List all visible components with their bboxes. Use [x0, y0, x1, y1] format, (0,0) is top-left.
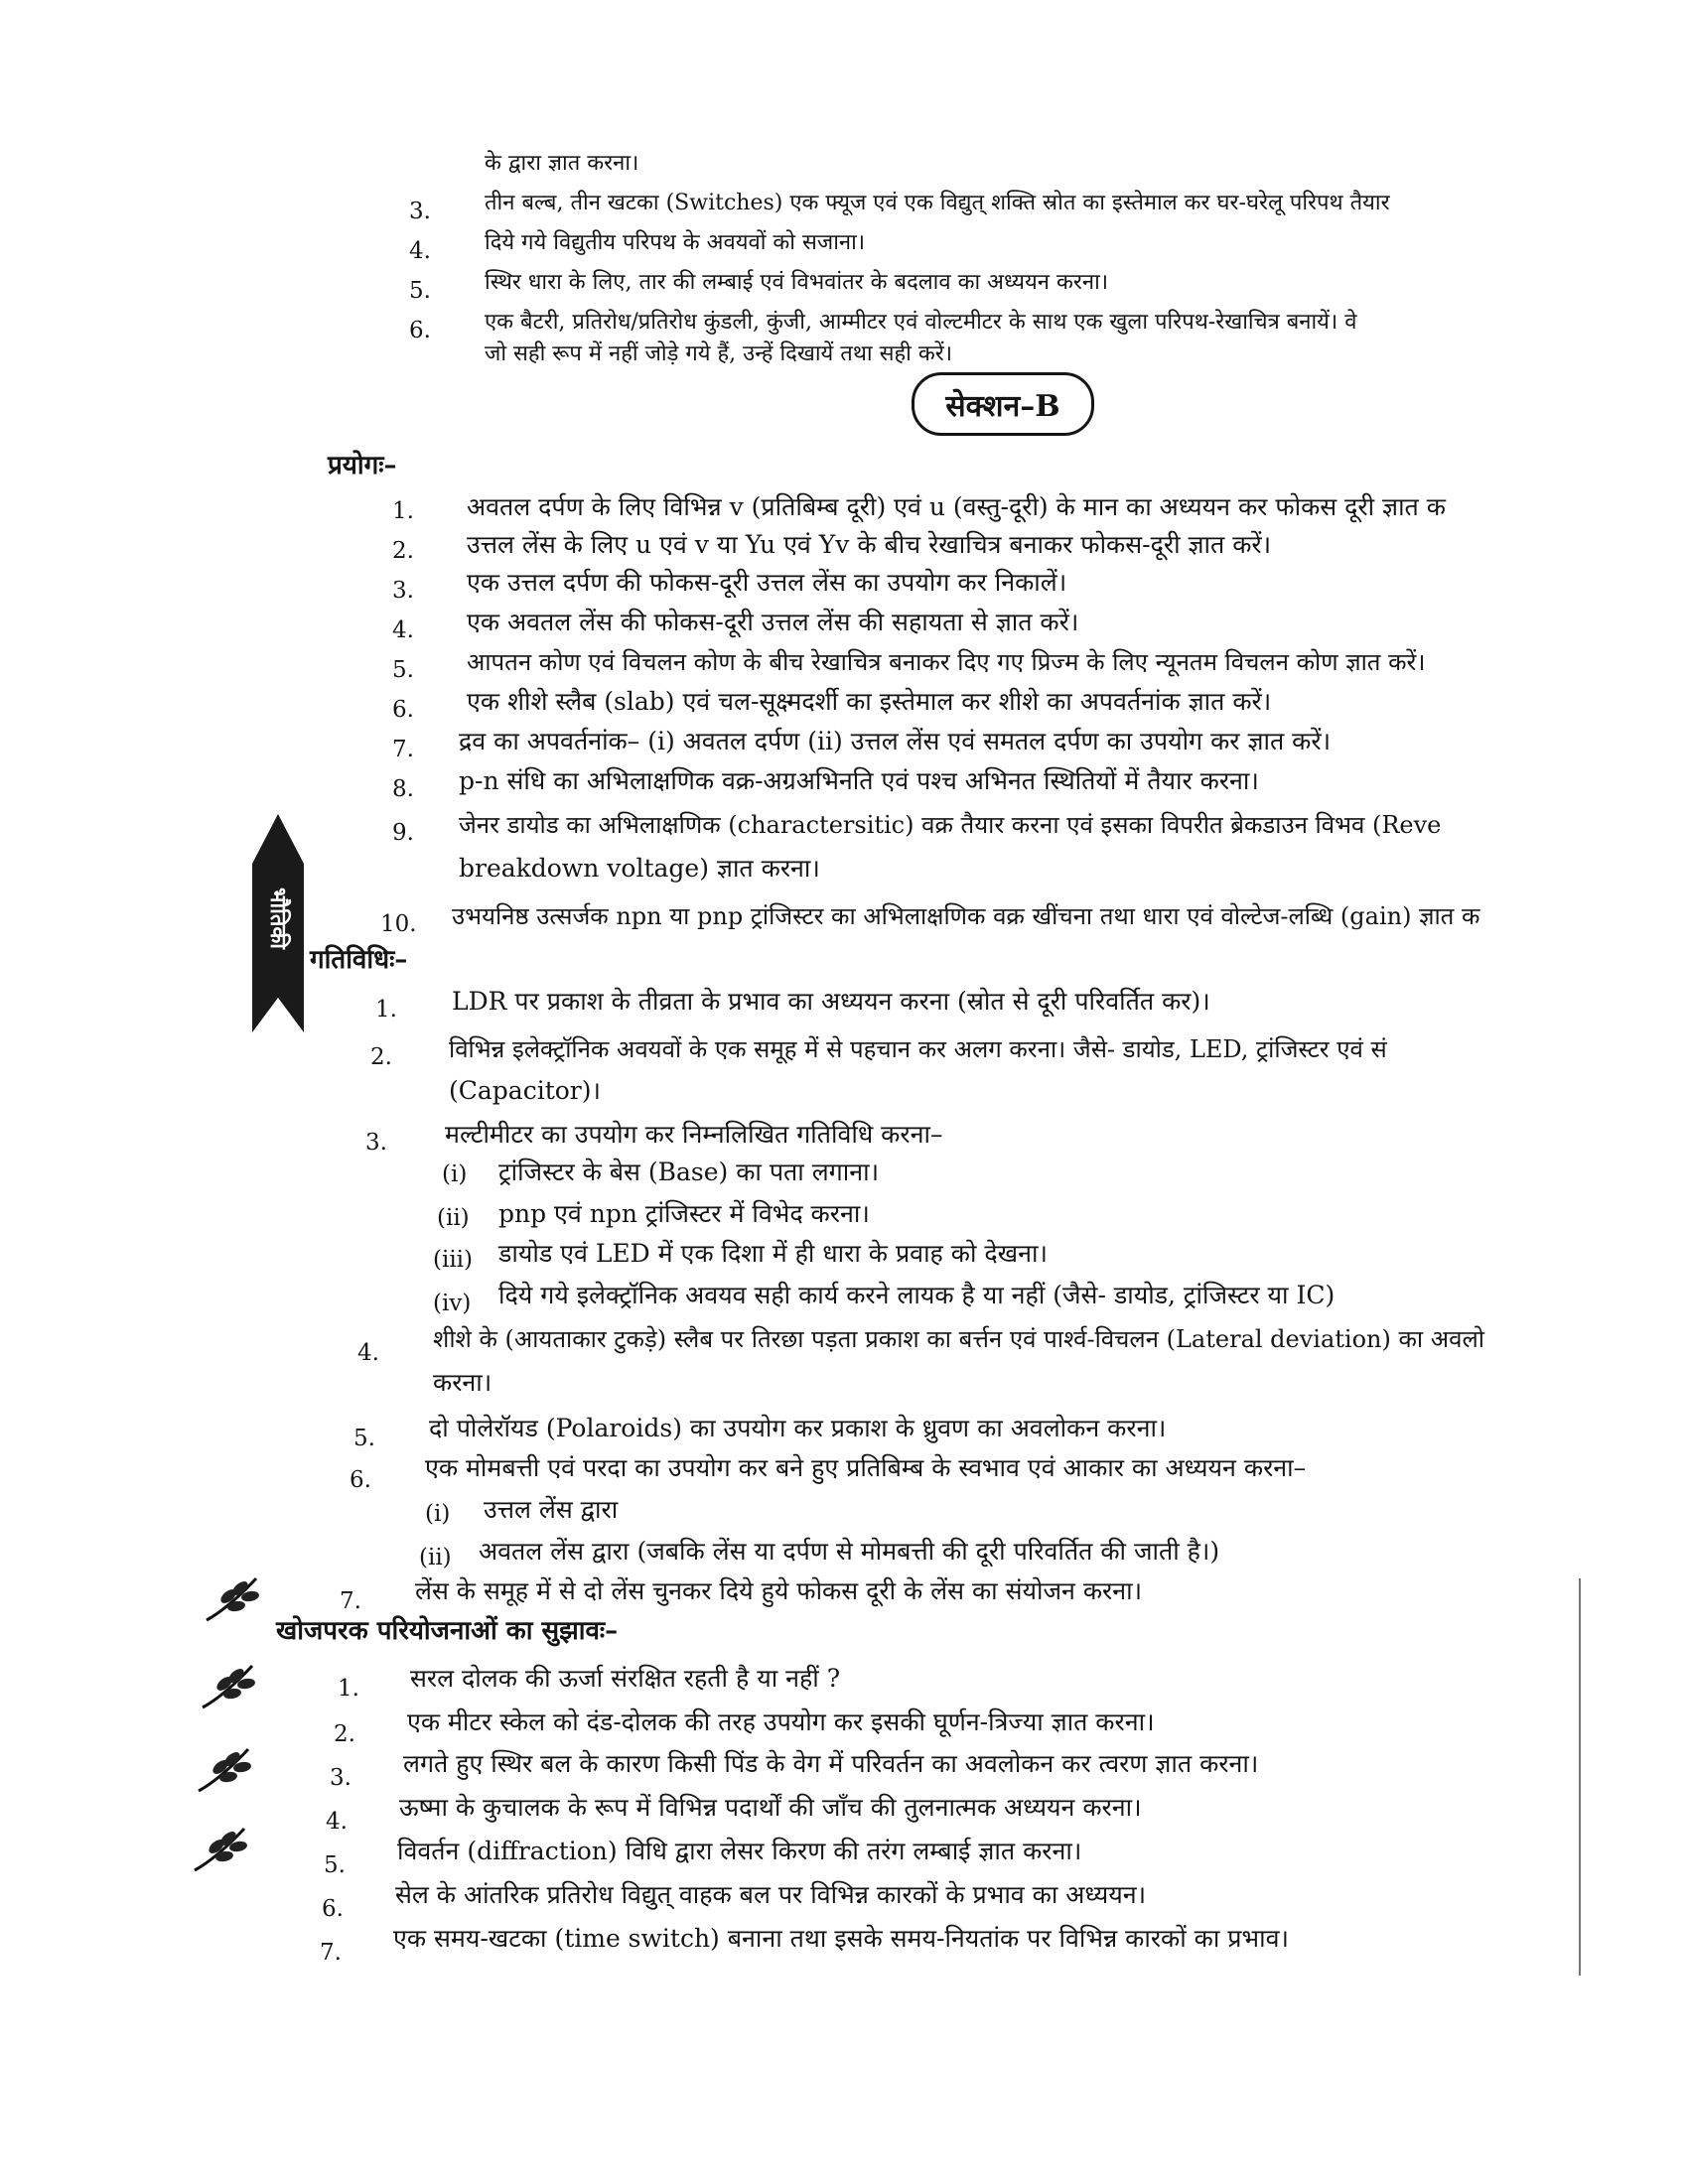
item-num: 6.	[322, 1896, 344, 1922]
item-text: p-n संधि का अभिलाक्षणिक वक्र-अग्रअभिनति एवं पश्च अभिनत स्थितियों में तैयार करना।	[459, 766, 1259, 795]
top-item-text: स्थिर धारा के लिए, तार की लम्बाई एवं विभवांतर के बदलाव का अध्ययन करना।	[485, 270, 1109, 295]
item-text: एक मोमबत्ती एवं परदा का उपयोग कर बने हुए प्रतिबिम्ब के स्वभाव एवं आकार का अध्ययन करना–	[425, 1453, 1307, 1482]
item-num: (i)	[442, 1161, 468, 1187]
item-text: दिये गये इलेक्ट्रॉनिक अवयव सही कार्य करने लायक है या नहीं (जैसे- डायोड, ट्रांजिस्टर या IC)	[498, 1281, 1336, 1309]
item-num: 6.	[350, 1467, 371, 1493]
item-num: 8.	[392, 776, 414, 802]
item-num: 5.	[353, 1426, 375, 1451]
top-item-num: 5.	[409, 278, 431, 304]
item-text: द्रव का अपवर्तनांक– (i) अवतल दर्पण (ii) उत्तल लेंस एवं समतल दर्पण का उपयोग कर ज्ञात करें।	[459, 727, 1332, 755]
item-text: उत्तल लेंस के लिए u एवं v या Yu एवं Yv के बीच रेखाचित्र बनाकर फोकस-दूरी ज्ञात करें।	[467, 530, 1272, 559]
item-text: breakdown voltage) ज्ञात करना।	[459, 854, 820, 883]
top-item-num: 3.	[409, 199, 431, 224]
item-text: उत्तल लेंस द्वारा	[484, 1495, 619, 1524]
item-text: लगते हुए स्थिर बल के कारण किसी पिंड के वेग में परिवर्तन का अवलोकन कर त्वरण ज्ञात करना।	[403, 1749, 1259, 1778]
item-text: करना।	[433, 1368, 492, 1397]
item-text: दो पोलेरॉयड (Polaroids) का उपयोग कर प्रकाश के ध्रुवण का अवलोकन करना।	[429, 1414, 1167, 1442]
item-num: 2.	[334, 1721, 355, 1747]
item-num: 1.	[375, 997, 397, 1023]
item-num: (iii)	[433, 1247, 474, 1273]
item-num: 7.	[320, 1940, 342, 1966]
item-num: 3.	[365, 1130, 387, 1156]
item-text: एक मीटर स्केल को दंड-दोलक की तरह उपयोग कर इसकी घूर्णन-त्रिज्या ज्ञात करना।	[407, 1707, 1155, 1736]
item-num: 6.	[392, 697, 414, 723]
item-num: (ii)	[437, 1205, 470, 1231]
item-text: एक शीशे स्लैब (slab) एवं चल-सूक्ष्मदर्शी का इस्तेमाल कर शीशे का अपवर्तनांक ज्ञात करें।	[467, 687, 1272, 716]
item-text: शीशे के (आयताकार टुकड़े) स्लैब पर तिरछा पड़ता प्रकाश का बर्त्तन एवं पार्श्व-विचलन (Lateral deviation) का अवलो	[433, 1325, 1484, 1353]
item-text: मल्टीमीटर का उपयोग कर निम्नलिखित गतिविधि करना–	[445, 1120, 943, 1149]
section-title: सेक्शन–B	[912, 372, 1094, 436]
experiments-heading: प्रयोगः–	[328, 451, 397, 480]
sprig-icon	[191, 1739, 260, 1799]
item-num: (iv)	[433, 1291, 472, 1316]
item-text: विवर्तन (diffraction) विधि द्वारा लेसर किरण की तरंग लम्बाई ज्ञात करना।	[397, 1837, 1082, 1865]
item-num: 7.	[392, 737, 414, 762]
item-num: 5.	[392, 657, 414, 683]
sprig-icon	[195, 1656, 264, 1715]
item-num: 3.	[330, 1765, 352, 1791]
item-text: LDR पर प्रकाश के तीव्रता के प्रभाव का अध्ययन करना (स्रोत से दूरी परिवर्तित कर)।	[452, 987, 1210, 1016]
item-num: (i)	[425, 1501, 451, 1527]
item-num: (ii)	[419, 1545, 452, 1570]
item-text: अवतल दर्पण के लिए विभिन्न v (प्रतिबिम्ब दूरी) एवं u (वस्तु-दूरी) के मान का अध्ययन कर फोकस दूरी ज्ञात क	[467, 492, 1446, 521]
sprig-icon	[199, 1569, 268, 1628]
top-item-text: दिये गये विद्युतीय परिपथ के अवयवों को सजाना।	[485, 230, 866, 255]
item-text: लेंस के समूह में से दो लेंस चुनकर दिये हुये फोकस दूरी के लेंस का संयोजन करना।	[415, 1576, 1143, 1605]
item-text: विभिन्न इलेक्ट्रॉनिक अवयवों के एक समूह में से पहचान कर अलग करना। जैसे- डायोड, LED, ट्रांजिस्टर एवं सं	[449, 1035, 1387, 1063]
item-text: अवतल लेंस द्वारा (जबकि लेंस या दर्पण से मोमबत्ती की दूरी परिवर्तित की जाती है।)	[479, 1537, 1220, 1566]
item-num: 3.	[392, 578, 414, 604]
item-num: 9.	[392, 820, 414, 846]
item-num: 4.	[326, 1809, 348, 1835]
item-num: 4.	[392, 617, 414, 643]
item-num: 2.	[392, 538, 414, 564]
top-item-text: जो सही रूप में नहीं जोड़े गये हैं, उन्हें दिखायें तथा सही करें।	[485, 341, 953, 366]
activities-heading: गतिविधिः–	[310, 945, 408, 975]
item-text: सरल दोलक की ऊर्जा संरक्षित रहती है या नहीं ?	[410, 1664, 841, 1693]
top-item-text: के द्वारा ज्ञात करना।	[485, 151, 639, 176]
item-text: सेल के आंतरिक प्रतिरोध विद्युत् वाहक बल पर विभिन्न कारकों के प्रभाव का अध्ययन।	[395, 1880, 1147, 1909]
item-num: 7.	[340, 1588, 361, 1614]
item-num: 2.	[370, 1044, 392, 1070]
page-edge-rule	[1579, 1578, 1581, 1976]
top-item-text: एक बैटरी, प्रतिरोध/प्रतिरोध कुंडली, कुंजी, आम्मीटर एवं वोल्टमीटर के साथ एक खुला परिपथ-रेखाचित्र बनायें। वे	[485, 310, 1357, 335]
item-num: 5.	[324, 1852, 346, 1878]
item-text: एक उत्तल दर्पण की फोकस-दूरी उत्तल लेंस का उपयोग कर निकालें।	[467, 568, 1067, 597]
item-num: 10.	[380, 911, 417, 937]
item-text: आपतन कोण एवं विचलन कोण के बीच रेखाचित्र बनाकर दिए गए प्रिज्म के लिए न्यूनतम विचलन कोण ज्ञात करें।	[467, 648, 1426, 676]
item-text: (Capacitor)।	[449, 1076, 601, 1105]
item-num: 1.	[392, 498, 414, 524]
item-num: 4.	[357, 1340, 379, 1366]
side-label: भौतिकी	[265, 887, 291, 949]
top-item-num: 6.	[409, 318, 431, 343]
item-text: जेनर डायोड का अभिलाक्षणिक (charactersitic) वक्र तैयार करना एवं इसका विपरीत ब्रेकडाउन विभव (Reve	[459, 811, 1442, 839]
item-text: ट्रांजिस्टर के बेस (Base) का पता लगाना।	[498, 1158, 880, 1186]
sprig-icon	[187, 1819, 256, 1878]
item-text: उभयनिष्ठ उत्सर्जक npn या pnp ट्रांजिस्टर का अभिलाक्षणिक वक्र खींचना तथा धारा एवं वोल्टेज-लब्धि (gain) ज्ञात क	[452, 902, 1480, 930]
item-text: एक अवतल लेंस की फोकस-दूरी उत्तल लेंस की सहायता से ज्ञात करें।	[467, 608, 1079, 636]
item-text: pnp एवं npn ट्रांजिस्टर में विभेद करना।	[498, 1199, 870, 1228]
item-text: ऊष्मा के कुचालक के रूप में विभिन्न पदार्थों की जाँच की तुलनात्मक अध्ययन करना।	[399, 1793, 1142, 1822]
projects-heading: खोजपरक परियोजनाओं का सुझावः–	[276, 1616, 619, 1646]
top-item-num: 4.	[409, 238, 431, 264]
top-item-text: तीन बल्ब, तीन खटका (Switches) एक फ्यूज एवं एक विद्युत् शक्ति स्रोत का इस्तेमाल कर घर-घरेलू परिपथ तैयार	[485, 191, 1390, 215]
item-text: डायोड एवं LED में एक दिशा में ही धारा के प्रवाह को देखना।	[498, 1239, 1048, 1268]
item-num: 1.	[338, 1676, 359, 1702]
item-text: एक समय-खटका (time switch) बनाना तथा इसके समय-नियतांक पर विभिन्न कारकों का प्रभाव।	[393, 1924, 1289, 1953]
